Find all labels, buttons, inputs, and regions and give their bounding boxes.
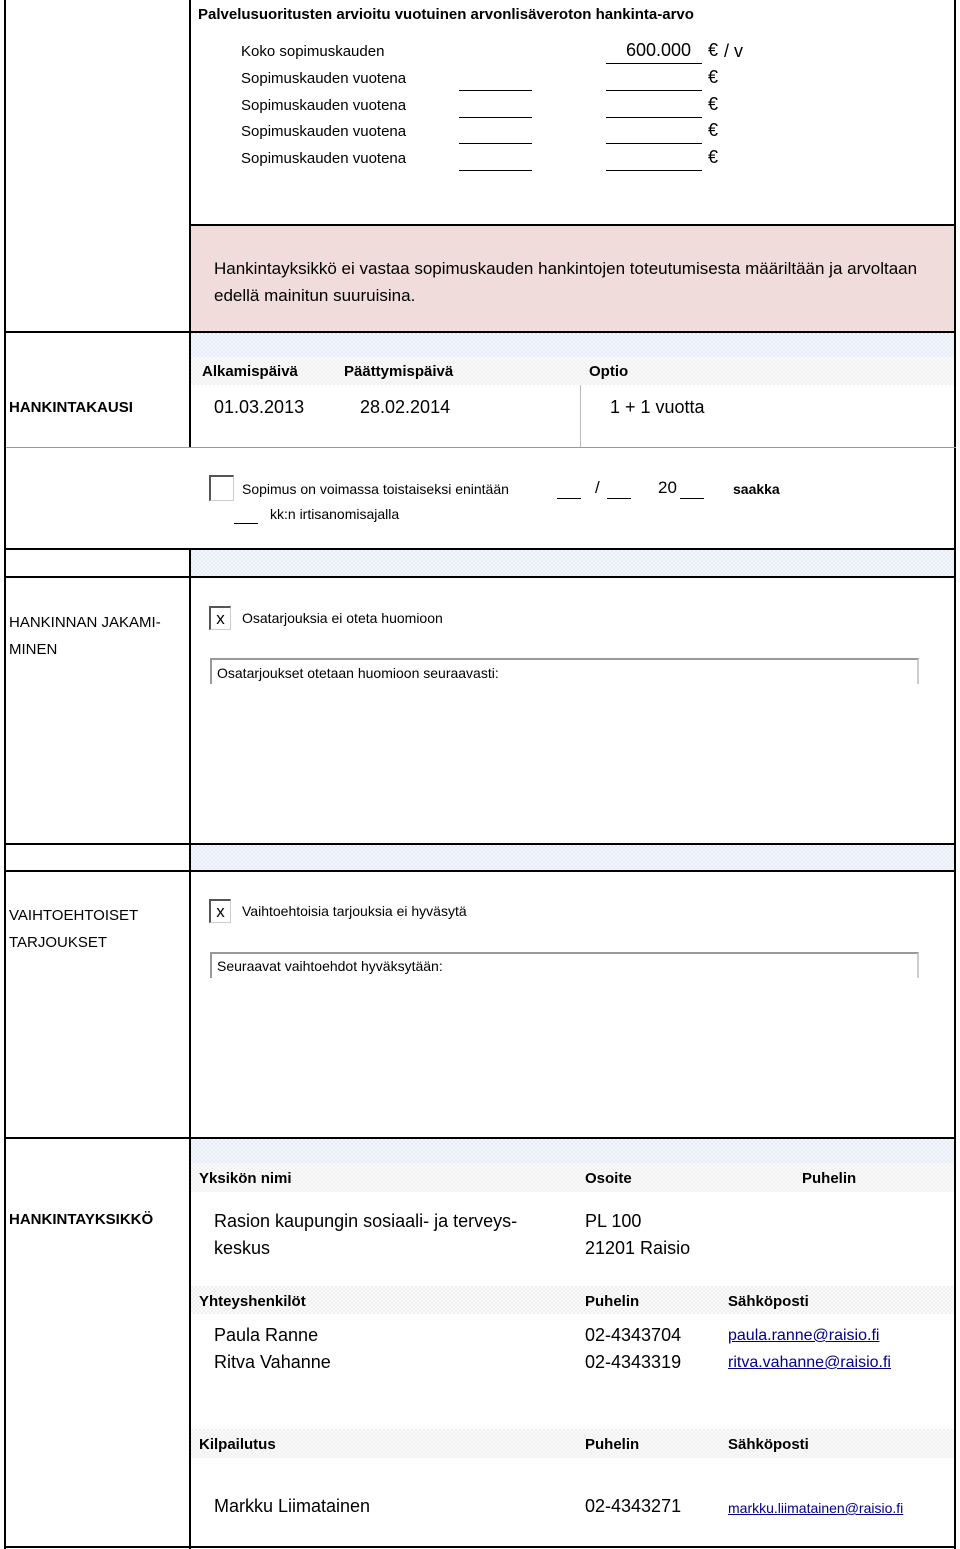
euro-sign: € xyxy=(708,94,719,114)
option-value[interactable]: 1 + 1 vuotta xyxy=(610,397,705,417)
open-ended-checkbox[interactable] xyxy=(209,475,234,501)
year-input[interactable] xyxy=(459,117,532,118)
alternatives-label-line: VAIHTOEHTOISET xyxy=(9,907,139,924)
end-date-value[interactable]: 28.02.2014 xyxy=(360,397,451,417)
notice-months-input[interactable] xyxy=(234,523,258,524)
unit-name-line: Rasion kaupungin sosiaali- ja terveys- xyxy=(214,1211,518,1231)
contacts-phone-header: Puhelin xyxy=(585,1293,640,1310)
section-header-strip xyxy=(191,550,954,576)
unit-name-header: Yksikön nimi xyxy=(199,1170,292,1187)
year-input[interactable] xyxy=(459,90,532,91)
alternatives-checkbox[interactable]: x xyxy=(209,899,231,923)
division-label-line: MINEN xyxy=(9,641,58,658)
value-row-label: Sopimuskauden vuotena xyxy=(241,123,407,140)
alternatives-label-line: TARJOUKSET xyxy=(9,934,108,951)
section-header-strip xyxy=(191,1139,954,1163)
contact-phone: 02-4343704 xyxy=(585,1325,682,1345)
contacts-email-header: Sähköposti xyxy=(728,1293,809,1310)
unit-name xyxy=(214,1208,517,1262)
open-ended-day[interactable] xyxy=(557,498,581,499)
amount-input[interactable] xyxy=(606,90,702,91)
euro-sign: € xyxy=(708,40,719,60)
euro-sign: € xyxy=(708,67,719,87)
unit-address xyxy=(585,1208,690,1262)
tender-email-header: Sähköposti xyxy=(728,1436,809,1453)
tender-name-header: Kilpailutus xyxy=(199,1436,276,1453)
division-label-line: HANKINNAN JAKAMI- xyxy=(9,614,161,631)
unit-address-line: PL 100 xyxy=(585,1211,642,1231)
section-header-strip xyxy=(191,333,954,357)
value-row-label: Sopimuskauden vuotena xyxy=(241,97,407,114)
contacts-name-header: Yhteyshenkilöt xyxy=(199,1293,306,1310)
euro-sign: € xyxy=(708,120,719,140)
unit-phone-header: Puhelin xyxy=(802,1170,857,1187)
division-checkbox-text: Osatarjouksia ei oteta huomioon xyxy=(242,610,443,626)
tender-header-row xyxy=(191,1429,954,1458)
alternatives-field-text: Seuraavat vaihtoehdot hyväksytään: xyxy=(217,958,443,974)
division-label xyxy=(9,609,161,663)
start-date-value[interactable]: 01.03.2013 xyxy=(214,397,305,417)
end-date-header: Päättymispäivä xyxy=(344,363,454,380)
unit-address-header: Osoite xyxy=(585,1170,632,1187)
open-ended-text: Sopimus on voimassa toistaiseksi enintään xyxy=(242,481,509,497)
contact-name: Ritva Vahanne xyxy=(214,1352,331,1372)
start-date-header: Alkamispäivä xyxy=(202,363,298,380)
contact-email-link[interactable]: paula.ranne@raisio.fi xyxy=(728,1327,880,1344)
value-row-label: Sopimuskauden vuotena xyxy=(241,70,407,87)
value-row-amount[interactable]: 600.000 xyxy=(626,40,692,60)
division-checkbox[interactable]: x xyxy=(209,606,231,630)
amount-input[interactable] xyxy=(606,170,702,171)
alternatives-checkbox-text: Vaihtoehtoisia tarjouksia ei hyväsytä xyxy=(242,903,467,919)
unit-label: HANKINTAYKSIKKÖ xyxy=(9,1211,154,1228)
division-field-text: Osatarjoukset otetaan huomioon seuraavasti: xyxy=(217,665,499,681)
open-ended-month[interactable] xyxy=(607,498,631,499)
unit-name-line: keskus xyxy=(214,1238,271,1258)
contact-name: Paula Ranne xyxy=(214,1325,319,1345)
tender-contact-email-link[interactable]: markku.liimatainen@raisio.fi xyxy=(728,1500,904,1516)
year-input[interactable] xyxy=(459,143,532,144)
date-slash: / xyxy=(595,478,600,497)
option-header: Optio xyxy=(589,363,629,380)
open-ended-year[interactable] xyxy=(680,498,704,499)
euro-sign: € xyxy=(708,147,719,167)
amount-input[interactable] xyxy=(606,143,702,144)
value-row-label: Sopimuskauden vuotena xyxy=(241,150,407,167)
tender-contact-phone: 02-4343271 xyxy=(585,1496,682,1516)
value-section-title: Palvelusuoritusten arvioitu vuotuinen arvonlisäveroton hankinta-arvo xyxy=(198,6,694,23)
notice-period-text: kk:n irtisanomisajalla xyxy=(270,506,400,522)
period-header-row xyxy=(191,357,954,385)
value-row-label: Koko sopimuskauden xyxy=(241,43,385,60)
notice-text: Hankintayksikkö ei vastaa sopimuskauden hankintojen toteutumisesta määriltään ja arvoltaan edellä mainitun suuruisina. xyxy=(214,259,918,305)
unit-address-line: 21201 Raisio xyxy=(585,1238,691,1258)
year-prefix: 20 xyxy=(658,478,677,497)
tender-contact-name: Markku Liimatainen xyxy=(214,1496,371,1516)
alternatives-label xyxy=(9,902,138,956)
section-header-strip xyxy=(191,845,954,871)
contact-phone: 02-4343319 xyxy=(585,1352,682,1372)
amount-input[interactable] xyxy=(606,117,702,118)
contact-email-link[interactable]: ritva.vahanne@raisio.fi xyxy=(728,1354,891,1371)
tender-phone-header: Puhelin xyxy=(585,1436,640,1453)
year-input[interactable] xyxy=(459,170,532,171)
until-text: saakka xyxy=(733,481,780,497)
period-label: HANKINTAKAUSI xyxy=(9,399,133,416)
per-year-suffix: / v xyxy=(724,41,744,61)
